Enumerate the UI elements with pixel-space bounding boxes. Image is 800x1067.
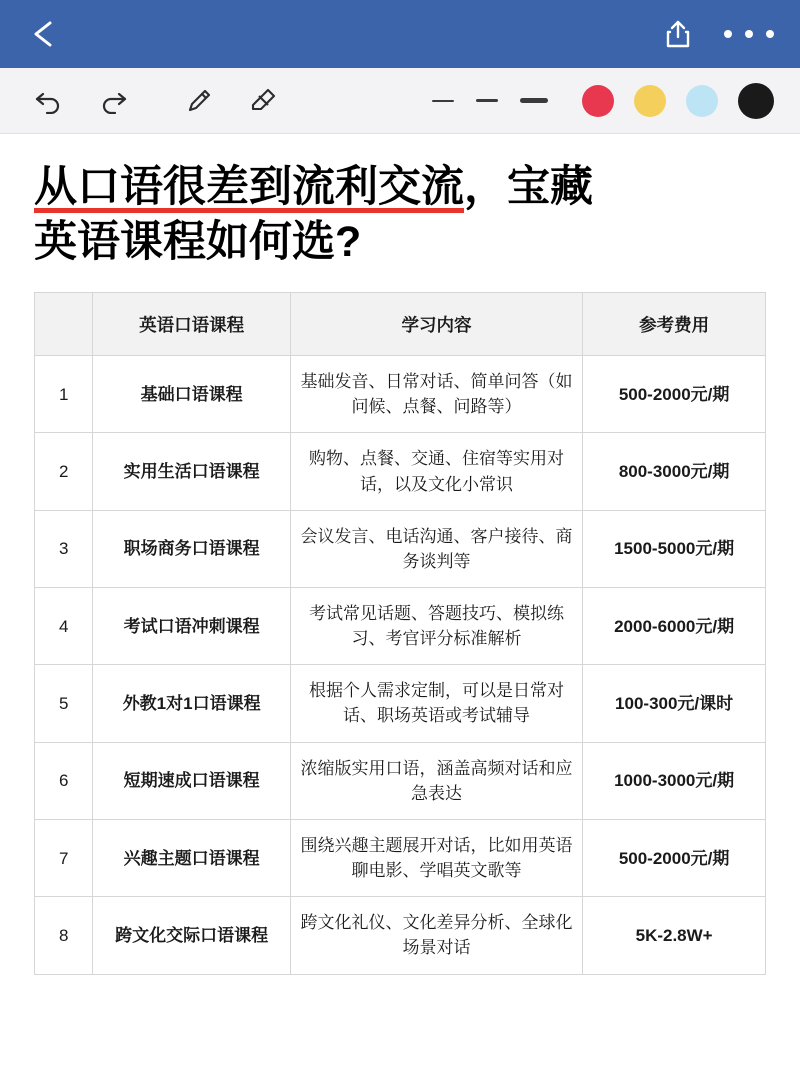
more-options-button[interactable]	[724, 30, 774, 38]
table-row	[35, 742, 766, 819]
table-header	[35, 293, 766, 356]
table-header-fee: 参考费用	[583, 293, 766, 356]
row-index: 7	[35, 819, 93, 896]
stroke-size-selector[interactable]	[432, 98, 548, 103]
table-row	[35, 356, 766, 433]
row-course-fee: 500-2000元/期	[583, 819, 766, 896]
row-course-name: 短期速成口语课程	[93, 742, 290, 819]
share-button[interactable]	[658, 14, 698, 54]
stroke-size-medium[interactable]	[476, 99, 498, 102]
table-header-content: 学习内容	[290, 293, 582, 356]
eraser-tool-button[interactable]	[240, 78, 286, 124]
row-course-fee: 800-3000元/期	[583, 433, 766, 510]
row-course-content: 考试常见话题、答题技巧、模拟练习、考官评分标准解析	[290, 588, 582, 665]
table-row	[35, 433, 766, 510]
redo-button[interactable]	[90, 78, 136, 124]
row-course-name: 跨文化交际口语课程	[93, 897, 290, 974]
row-index: 6	[35, 742, 93, 819]
row-course-content: 购物、点餐、交通、住宿等实用对话，以及文化小常识	[290, 433, 582, 510]
row-course-name: 职场商务口语课程	[93, 510, 290, 587]
page-title	[34, 160, 766, 270]
page-title-line2: 英语课程如何选?	[34, 218, 362, 267]
document-content	[0, 134, 800, 975]
table-header-course: 英语口语课程	[93, 293, 290, 356]
table-body	[35, 356, 766, 975]
row-index: 8	[35, 897, 93, 974]
color-swatch-red[interactable]	[582, 85, 614, 117]
row-course-name: 基础口语课程	[93, 356, 290, 433]
page-title-line1-highlight: 从口语很差到流利交流	[34, 163, 464, 211]
row-course-content: 跨文化礼仪、文化差异分析、全球化场景对话	[290, 897, 582, 974]
row-course-name: 兴趣主题口语课程	[93, 819, 290, 896]
more-dot-1	[724, 30, 732, 38]
more-dot-2	[745, 30, 753, 38]
row-course-content: 浓缩版实用口语，涵盖高频对话和应急表达	[290, 742, 582, 819]
row-index: 5	[35, 665, 93, 742]
more-dot-3	[766, 30, 774, 38]
row-course-fee: 5K-2.8W+	[583, 897, 766, 974]
table-row	[35, 665, 766, 742]
stroke-size-large[interactable]	[520, 98, 548, 103]
table-row	[35, 588, 766, 665]
row-course-fee: 1000-3000元/期	[583, 742, 766, 819]
color-palette	[582, 83, 774, 119]
table-row	[35, 897, 766, 974]
drawing-toolbar	[0, 68, 800, 134]
row-course-name: 外教1对1口语课程	[93, 665, 290, 742]
row-index: 1	[35, 356, 93, 433]
table-row	[35, 819, 766, 896]
row-course-fee: 500-2000元/期	[583, 356, 766, 433]
table-row	[35, 510, 766, 587]
row-course-fee: 100-300元/课时	[583, 665, 766, 742]
row-course-fee: 2000-6000元/期	[583, 588, 766, 665]
row-course-content: 基础发音、日常对话、简单问答（如问候、点餐、问路等）	[290, 356, 582, 433]
color-swatch-light-blue[interactable]	[686, 85, 718, 117]
row-course-content: 根据个人需求定制，可以是日常对话、职场英语或考试辅导	[290, 665, 582, 742]
back-button[interactable]	[26, 17, 60, 51]
color-swatch-yellow[interactable]	[634, 85, 666, 117]
row-course-fee: 1500-5000元/期	[583, 510, 766, 587]
top-navigation-bar	[0, 0, 800, 68]
course-table	[34, 292, 766, 975]
color-swatch-black[interactable]	[738, 83, 774, 119]
table-header-index	[35, 293, 93, 356]
row-index: 2	[35, 433, 93, 510]
row-course-name: 考试口语冲刺课程	[93, 588, 290, 665]
pencil-tool-button[interactable]	[176, 78, 222, 124]
row-course-content: 围绕兴趣主题展开对话，比如用英语聊电影、学唱英文歌等	[290, 819, 582, 896]
row-course-content: 会议发言、电话沟通、客户接待、商务谈判等	[290, 510, 582, 587]
stroke-size-small[interactable]	[432, 100, 454, 102]
row-index: 4	[35, 588, 93, 665]
table-header-row	[35, 293, 766, 356]
row-course-name: 实用生活口语课程	[93, 433, 290, 510]
row-index: 3	[35, 510, 93, 587]
page-title-line1-rest: ，宝藏	[464, 163, 593, 211]
undo-button[interactable]	[26, 78, 72, 124]
